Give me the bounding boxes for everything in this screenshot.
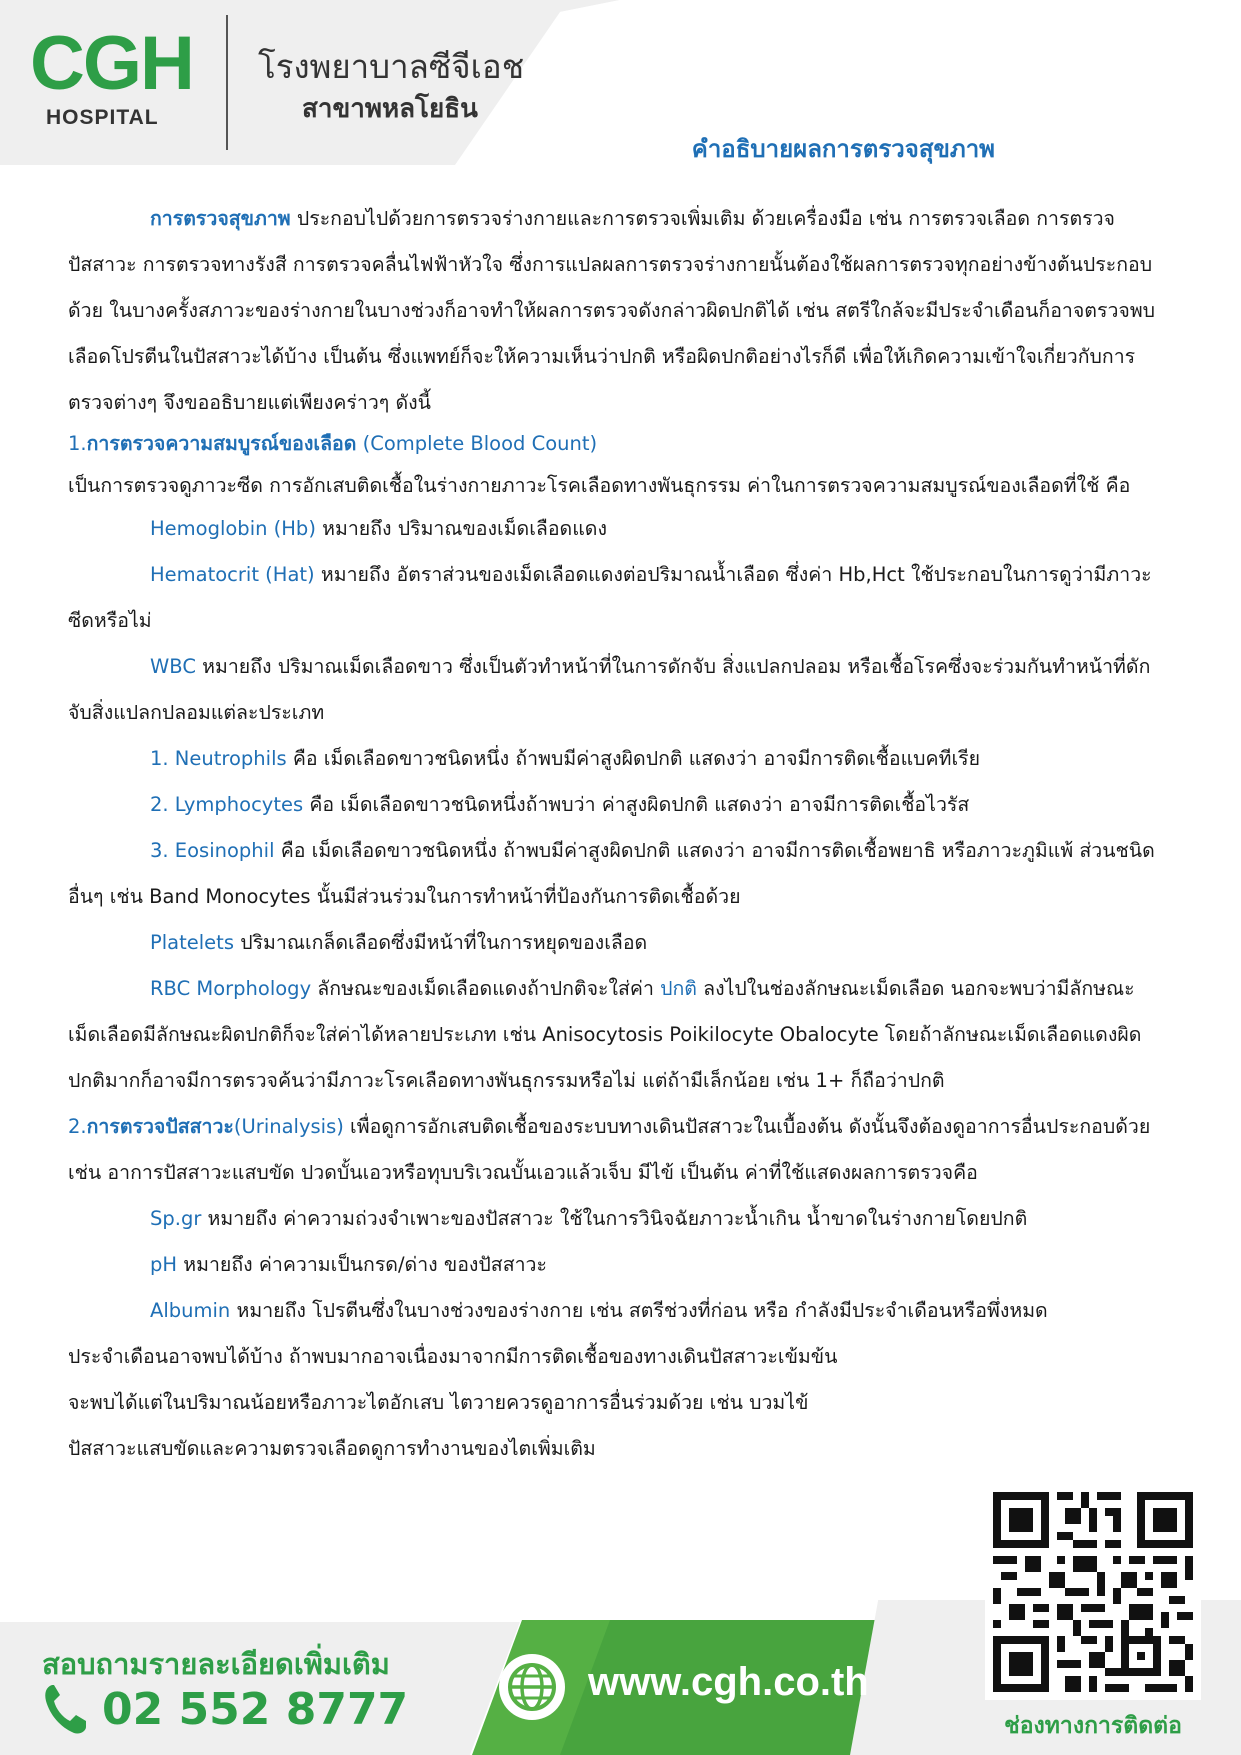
item-hemoglobin: Hemoglobin (Hb) หมายถึง ปริมาณของเม็ดเลือดแดง [150, 517, 607, 540]
document-body [68, 196, 1166, 1472]
hospital-name: โรงพยาบาลซีจีเอช [258, 47, 525, 86]
albumin-line-3: จะพบได้แต่ในปริมาณน้อยหรือภาวะไตอักเสบ ไตวายควรดูอาการอื่นร่วมด้วย เช่น บวมไข้ [68, 1391, 809, 1414]
globe-icon [497, 1652, 567, 1722]
item-eosinophil: 3. Eosinophil คือ เม็ดเลือดขาวชนิดหนึ่ง ถ้าพบมีค่าสูงผิดปกติ แสดงว่า อาจมีการติดเชื้อพยาธิ หรือภาวะภูมิแพ้ ส่วนชนิดอื่นๆ เช่น Band Monocytes นั้นมีส่วนร่วมในการทำหน้าที่ป้องกันการติดเชื้อด้วย [68, 839, 1155, 908]
section2-heading: 2.การตรวจปัสสาวะ(Urinalysis) เพื่อดูการอักเสบติดเชื้อของระบบทางเดินปัสสาวะในเบื้องต้น ดังนั้นจึงต้องดูอาการอื่นประกอบด้วย เช่น อาการปัสสาวะแสบขัด ปวดบั้นเอวหรือทุบบริเวณบั้นเอวแล้วเจ็บ มีไข้ เป็นต้น ค่าที่ใช้แสดงผลการตรวจคือ [68, 1115, 1151, 1184]
header-divider [226, 15, 228, 150]
albumin-line-4: ปัสสาวะแสบขัดและความตรวจเลือดดูการทำงานของไตเพิ่มเติม [68, 1437, 596, 1460]
item-spgr: Sp.gr หมายถึง ค่าความถ่วงจำเพาะของปัสสาวะ ใช้ในการวินิจฉัยภาวะน้ำเกิน น้ำขาดในร่างกายโดยปกติ [150, 1207, 1028, 1230]
intro-lead: การตรวจสุขภาพ [150, 207, 291, 230]
phone-icon [42, 1683, 88, 1735]
item-ph: pH หมายถึง ค่าความเป็นกรด/ด่าง ของปัสสาวะ [150, 1253, 547, 1276]
phone-number[interactable]: 02 552 8777 [42, 1683, 408, 1735]
page-title: คำอธิบายผลการตรวจสุขภาพ [691, 135, 995, 163]
qr-label: ช่องทางการติดต่อ [1004, 1713, 1182, 1739]
albumin-line-2: ประจำเดือนอาจพบได้บ้าง ถ้าพบมากอาจเนื่องมาจากมีการติดเชื้อของทางเดินปัสสาวะเข้มข้น [68, 1345, 838, 1368]
qr-code-graphic [993, 1492, 1193, 1692]
item-hematocrit: Hematocrit (Hat) หมายถึง อัตราส่วนของเม็ดเลือดแดงต่อปริมาณน้ำเลือด ซึ่งค่า Hb,Hct ใช้ประกอบในการดูว่ามีภาวะซีดหรือไม่ [68, 563, 1152, 632]
intro-paragraph [68, 196, 1166, 426]
contact-label: สอบถามรายละเอียดเพิ่มเติม [42, 1647, 390, 1681]
section1-heading: 1.การตรวจความสมบูรณ์ของเลือด (Complete Blood Count) [68, 432, 598, 455]
item-rbc-morphology: RBC Morphology ลักษณะของเม็ดเลือดแดงถ้าปกติจะใส่ค่า ปกติ ลงไปในช่องลักษณะเม็ดเลือด นอกจะพบว่ามีลักษณะเม็ดเลือดมีลักษณะผิดปกติก็จะใส่ค่าได้หลายประเภท เช่น Anisocytosis Poikilocyte Obalocyte โดยถ้าลักษณะเม็ดเลือดแดงผิดปกติมากก็อาจมีการตรวจค้นว่ามีภาวะโรคเลือดทางพันธุกรรมหรือไม่ แต่ถ้ามีเล็กน้อย เช่น 1+ ก็ถือว่าปกติ [68, 977, 1142, 1092]
section1-desc: เป็นการตรวจดูภาวะซีด การอักเสบติดเชื้อในร่างกายภาวะโรคเลือดทางพันธุกรรม ค่าในการตรวจความสมบูรณ์ของเลือดที่ใช้ คือ [68, 474, 1131, 497]
item-wbc: WBC หมายถึง ปริมาณเม็ดเลือดขาว ซึ่งเป็นตัวทำหน้าที่ในการดักจับ สิ่งแปลกปลอม หรือเชื้อโรคซึ่งจะร่วมกันทำหน้าที่ดักจับสิ่งแปลกปลอมแต่ละประเภท [68, 655, 1151, 724]
item-platelets: Platelets ปริมาณเกล็ดเลือดซึ่งมีหน้าที่ในการหยุดของเลือด [150, 931, 648, 954]
hospital-branch: สาขาพหลโยธิน [302, 94, 478, 124]
item-albumin: Albumin หมายถึง โปรตีนซึ่งในบางช่วงของร่างกาย เช่น สตรีช่วงที่ก่อน หรือ กำลังมีประจำเดือนหรือพึ่งหมด [150, 1299, 1048, 1322]
item-neutrophils: 1. Neutrophils คือ เม็ดเลือดขาวชนิดหนึ่ง ถ้าพบมีค่าสูงผิดปกติ แสดงว่า อาจมีการติดเชื้อแบคทีเรีย [150, 747, 981, 770]
cgh-logo: CGH HOSPITAL [30, 21, 193, 129]
item-lymphocytes: 2. Lymphocytes คือ เม็ดเลือดขาวชนิดหนึ่งถ้าพบว่า ค่าสูงผิดปกติ แสดงว่า อาจมีการติดเชื้อไวรัส [150, 793, 970, 816]
qr-code[interactable] [985, 1484, 1201, 1700]
intro-text: ประกอบไปด้วยการตรวจร่างกายและการตรวจเพิ่มเติม ด้วยเครื่องมือ เช่น การตรวจเลือด การตรวจปัสสาวะ การตรวจทางรังสี การตรวจคลื่นไฟฟ้าหัวใจ ซึ่งการแปลผลการตรวจร่างกายนั้นต้องใช้ผลการตรวจทุกอย่างข้างต้นประกอบด้วย ในบางครั้งสภาวะของร่างกายในบางช่วงก็อาจทำให้ผลการตรวจดังกล่าวผิดปกติได้ เช่น สตรีใกล้จะมีประจำเดือนก็อาจตรวจพบเลือดโปรตีนในปัสสาวะได้บ้าง เป็นต้น ซึ่งแพทย์ก็จะให้ความเห็นว่าปกติ หรือผิดปกติอย่างไรก็ดี เพื่อให้เกิดความเข้าใจเกี่ยวกับการตรวจต่างๆ จึงขออธิบายแต่เพียงคร่าวๆ ดังนี้ [68, 207, 1156, 414]
website-link[interactable]: www.cgh.co.th [588, 1660, 869, 1704]
